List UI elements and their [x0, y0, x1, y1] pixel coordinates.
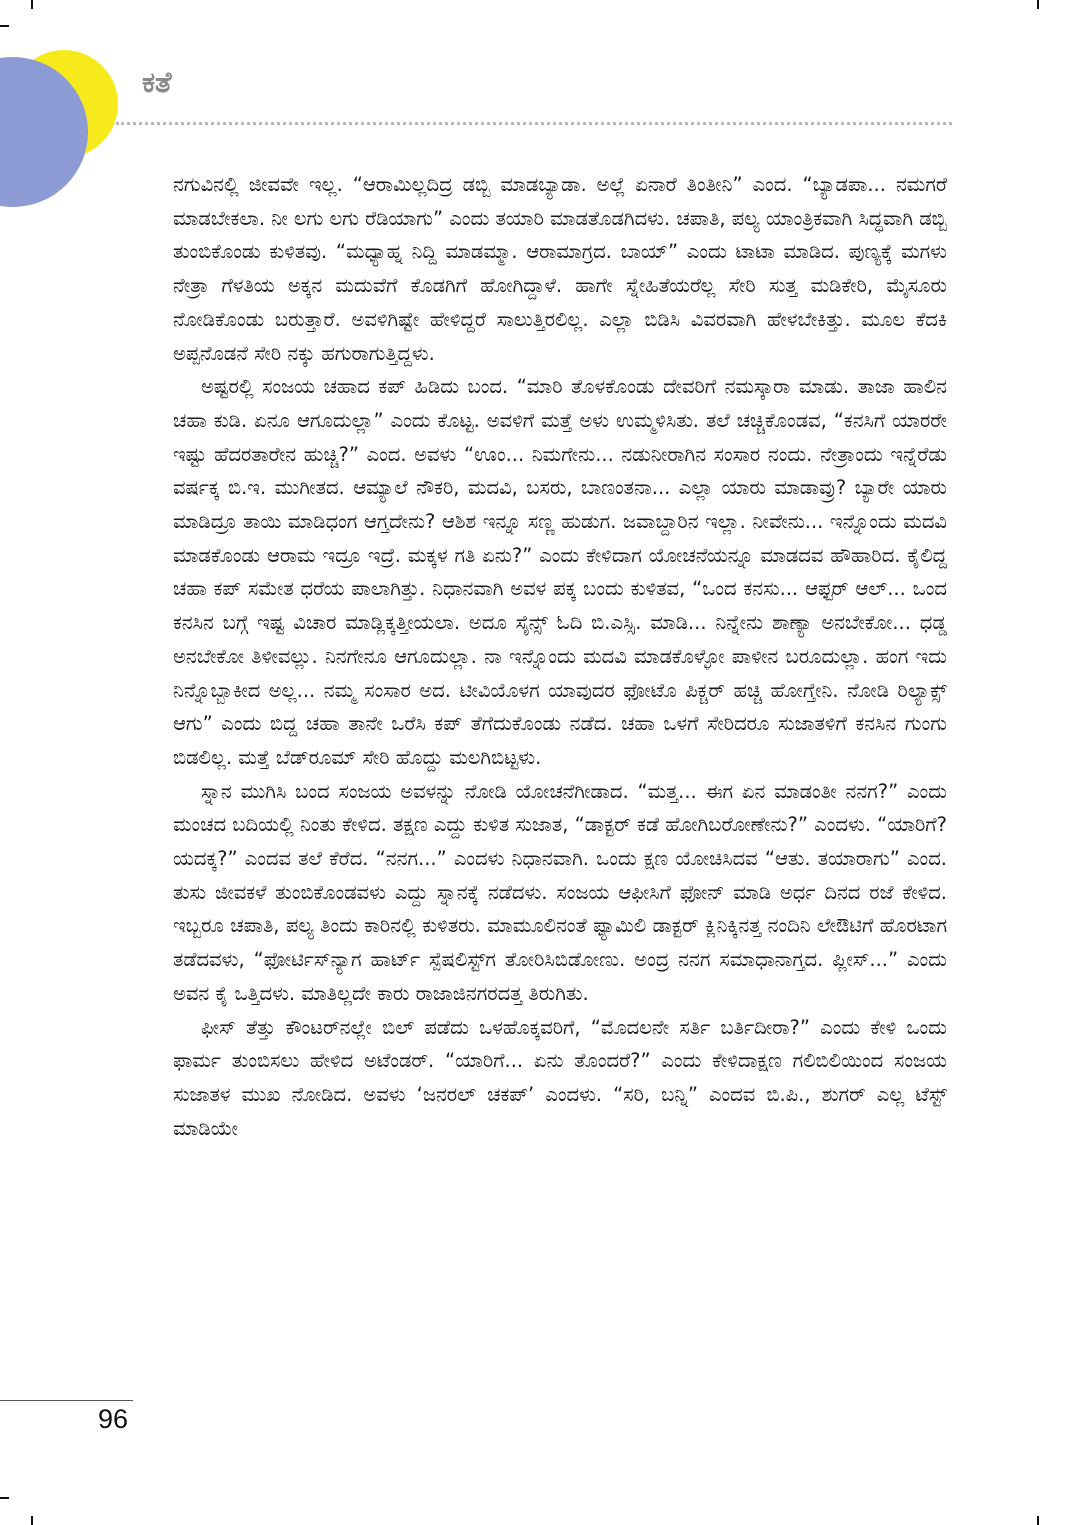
- page-number: 96: [98, 1404, 129, 1434]
- crop-mark: [1037, 1516, 1039, 1525]
- paragraph: ಅಷ್ಟರಲ್ಲಿ ಸಂಜಯ ಚಹಾದ ಕಪ್ ಹಿಡಿದು ಬಂದ. “ಮಾರಿ ತೊಳಕೊಂಡು ದೇವರಿಗೆ ನಮಸ್ಕಾರಾ ಮಾಡು. ತಾಜಾ ಹಾಲಿನ ಚಹಾ ಕುಡಿ. ಏನೂ ಆಗೂದುಲ್ಲಾ” ಎಂದು ಕೊಟ್ಟ. ಅವಳಿಗೆ ಮತ್ತೆ ಅಳು ಉಮ್ಮಳಿಸಿತು. ತಲೆ ಚಚ್ಚಿಕೊಂಡವ, “ಕನಸಿಗೆ ಯಾರರೇ ಇಷ್ಟು ಹೆದರತಾರೇನ ಹುಚ್ಚಿ?” ಎಂದ. ಅವಳು “ಊಂ... ನಿಮಗೇನು... ನಡುನೀರಾಗಿನ ಸಂಸಾರ ನಂದು. ನೇತ್ರಾಂದು ಇನ್ನೆರೆಡು ವರ್ಷಕ್ಕ ಬಿ.ಇ. ಮುಗೀತದ. ಆಮ್ಯಾಲೆ ನೌಕರಿ, ಮದವಿ, ಬಸರು, ಬಾಣಂತನಾ... ಎಲ್ಲಾ ಯಾರು ಮಾಡಾವ್ರು? ಬ್ಯಾರೇ ಯಾರು ಮಾಡಿದ್ರೂ ತಾಯಿ ಮಾಡಿಧಂಗ ಆಗ್ತದೇನು? ಆಶಿಶ ಇನ್ನೂ ಸಣ್ಣ ಹುಡುಗ. ಜವಾಬ್ದಾರಿನ ಇಲ್ಲಾ. ನೀವೇನು... ಇನ್ನೊಂದು ಮದವಿ ಮಾಡಕೊಂಡು ಆರಾಮ ಇದ್ರೂ ಇದ್ರೆ. ಮಕ್ಕಳ ಗತಿ ಏನು?” ಎಂದು ಕೇಳಿದಾಗ ಯೋಚನೆಯನ್ನೂ ಮಾಡದವ ಹೌಹಾರಿದ. ಕೈಲಿದ್ದ ಚಹಾ ಕಪ್ ಸಮೇತ ಧರೆಯ ಪಾಲಾಗಿತ್ತು. ನಿಧಾನವಾಗಿ ಅವಳ ಪಕ್ಕ ಬಂದು ಕುಳಿತವ, “ಒಂದ ಕನಸು... ಆಫ್ಟರ್ ಆಲ್... ಒಂದ ಕನಸಿನ ಬಗ್ಗೆ ಇಷ್ಟ ವಿಚಾರ ಮಾಡ್ಲಿಕ್ಕತ್ತೀಯಲಾ. ಅದೂ ಸೈನ್ಸ್ ಓದಿ ಬಿ.ಎಸ್ಸಿ. ಮಾಡಿ... ನಿನ್ನೇನು ಶಾಣ್ಯಾ ಅನಬೇಕೋ... ಧಡ್ಡ ಅನಬೇಕೋ ತಿಳೀವಲ್ಲು. ನಿನಗೇನೂ ಆಗೂದುಲ್ಲಾ. ನಾ ಇನ್ನೊಂದು ಮದವಿ ಮಾಡಕೊಳ್ಳೋ ಪಾಳೀನ ಬರೂದುಲ್ಲಾ. ಹಂಗ ಇದು ನಿನ್ನೊಬ್ಬಾಕೀದ ಅಲ್ಲ... ನಮ್ಮ ಸಂಸಾರ ಅದ. ಟೀವಿಯೊಳಗ ಯಾವುದರ ಫೋಟೊ ಪಿಕ್ಚರ್ ಹಚ್ಚಿ ಹೋಗ್ತೇನಿ. ನೋಡಿ ರಿಲ್ಯಾಕ್ಸ್ ಆಗು” ಎಂದು ಬಿದ್ದ ಚಹಾ ತಾನೇ ಒರೆಸಿ ಕಪ್ ತೆಗೆದುಕೊಂಡು ನಡೆದ. ಚಹಾ ಒಳಗೆ ಸೇರಿದರೂ ಸುಜಾತಳಿಗೆ ಕನಸಿನ ಗುಂಗು ಬಿಡಲಿಲ್ಲ. ಮತ್ತೆ ಬೆಡ್‌ರೂಮ್ ಸೇರಿ ಹೊದ್ದು ಮಲಗಿಬಿಟ್ಟಳು.: [173, 375, 947, 769]
- paragraph: ನಗುವಿನಲ್ಲಿ ಜೀವವೇ ಇಲ್ಲ. “ಆರಾಮಿಲ್ಲದಿದ್ರ ಡಬ್ಬಿ ಮಾಡಬ್ಯಾಡಾ. ಅಲ್ಲೆ ಏನಾರೆ ತಿಂತೀನಿ” ಎಂದ. “ಬ್ಯಾಡಪಾ... ನಮಗರೆ ಮಾಡಬೇಕಲಾ. ನೀ ಲಗು ಲಗು ರೆಡಿಯಾಗು” ಎಂದು ತಯಾರಿ ಮಾಡತೊಡಗಿದಳು. ಚಪಾತಿ, ಪಲ್ಯ ಯಾಂತ್ರಿಕವಾಗಿ ಸಿದ್ಧವಾಗಿ ಡಬ್ಬಿ ತುಂಬಿಕೊಂಡು ಕುಳಿತವು. “ಮಧ್ಯಾಹ್ನ ನಿದ್ದಿ ಮಾಡಮ್ಮಾ. ಆರಾಮಾಗ್ರದ. ಬಾಯ್” ಎಂದು ಟಾಟಾ ಮಾಡಿದ. ಪುಣ್ಯಕ್ಕೆ ಮಗಳು ನೇತ್ರಾ ಗೆಳತಿಯ ಅಕ್ಕನ ಮದುವೆಗೆ ಕೊಡಗಿಗೆ ಹೋಗಿದ್ದಾಳೆ. ಹಾಗೇ ಸ್ನೇಹಿತೆಯರೆಲ್ಲ ಸೇರಿ ಸುತ್ತ ಮಡಿಕೇರಿ, ಮೈಸೂರು ನೋಡಿಕೊಂಡು ಬರುತ್ತಾರೆ. ಅವಳಿಗಿಷ್ಟೇ ಹೇಳಿದ್ದರೆ ಸಾಲುತ್ತಿರಲಿಲ್ಲ. ಎಲ್ಲಾ ಬಿಡಿಸಿ ವಿವರವಾಗಿ ಹೇಳಬೇಕಿತ್ತು. ಮೂಲ ಕೆದಕಿ ಅಪ್ಪನೊಡನೆ ಸೇರಿ ನಕ್ಕು ಹಗುರಾಗುತ್ತಿದ್ದಳು.: [173, 173, 947, 365]
- footer-rule: [0, 1400, 133, 1401]
- header-dotted-rule: [116, 122, 952, 125]
- crop-mark: [0, 25, 9, 27]
- crop-mark: [31, 1516, 33, 1525]
- story-body: [173, 168, 947, 1145]
- section-label: ಕತೆ: [142, 65, 172, 99]
- crop-mark: [0, 1497, 9, 1499]
- crop-mark: [31, 0, 33, 9]
- crop-mark: [1037, 0, 1039, 9]
- paragraph: ಸ್ನಾನ ಮುಗಿಸಿ ಬಂದ ಸಂಜಯ ಅವಳನ್ನು ನೋಡಿ ಯೋಚನೆಗೀಡಾದ. “ಮತ್ತ... ಈಗ ಏನ ಮಾಡಂತೀ ನನಗ?” ಎಂದು ಮಂಚದ ಬದಿಯಲ್ಲಿ ನಿಂತು ಕೇಳಿದ. ತಕ್ಷಣ ಎದ್ದು ಕುಳಿತ ಸುಜಾತ, “ಡಾಕ್ಟರ್ ಕಡೆ ಹೋಗಿಬರೋಣೇನು?” ಎಂದಳು. “ಯಾರಿಗೆ? ಯದಕ್ಕ?” ಎಂದವ ತಲೆ ಕೆರೆದ. “ನನಗ...” ಎಂದಳು ನಿಧಾನವಾಗಿ. ಒಂದು ಕ್ಷಣ ಯೋಚಿಸಿದವ “ಆತು. ತಯಾರಾಗು” ಎಂದ. ತುಸು ಜೀವಕಳೆ ತುಂಬಿಕೊಂಡವಳು ಎದ್ದು ಸ್ನಾನಕ್ಕೆ ನಡೆದಳು. ಸಂಜಯ ಆಫೀಸಿಗೆ ಫೋನ್ ಮಾಡಿ ಅರ್ಧ ದಿನದ ರಜೆ ಕೇಳಿದ. ಇಬ್ಬರೂ ಚಪಾತಿ, ಪಲ್ಯ ತಿಂದು ಕಾರಿನಲ್ಲಿ ಕುಳಿತರು. ಮಾಮೂಲಿನಂತೆ ಫ್ಯಾಮಿಲಿ ಡಾಕ್ಟರ್ ಕ್ಲಿನಿಕ್ಕಿನತ್ತ ನಂದಿನಿ ಲೇಔಟಿಗೆ ಹೊರಟಾಗ ತಡೆದವಳು, “ಫೋರ್ಟಿಸ್‌ನ್ಯಾಗ ಹಾರ್ಟ್ ಸ್ಪೆಷಲಿಸ್ಟ್‌ಗ ತೋರಿಸಿಬಿಡೋಣು. ಅಂದ್ರ ನನಗ ಸಮಾಧಾನಾಗ್ತದ. ಪ್ಲೀಸ್...” ಎಂದು ಅವನ ಕೈ ಒತ್ತಿದಳು. ಮಾತಿಲ್ಲದೇ ಕಾರು ರಾಜಾಜಿನಗರದತ್ತ ತಿರುಗಿತು.: [173, 779, 947, 1005]
- paragraph: ಫೀಸ್ ತೆತ್ತು ಕೌಂಟರ್‌ನಲ್ಲೇ ಬಿಲ್ ಪಡೆದು ಒಳಹೊಕ್ಕವರಿಗೆ, “ಮೊದಲನೇ ಸರ್ತಿ ಬರ್ತಿದೀರಾ?” ಎಂದು ಕೇಳಿ ಒಂದು ಫಾರ್ಮ ತುಂಬಿಸಲು ಹೇಳಿದ ಅಟೆಂಡರ್. “ಯಾರಿಗೆ... ಏನು ತೊಂದರೆ?” ಎಂದು ಕೇಳಿದಾಕ್ಷಣ ಗಲಿಬಿಲಿಯಿಂದ ಸಂಜಯ ಸುಜಾತಳ ಮುಖ ನೋಡಿದ. ಅವಳು ‘ಜನರಲ್ ಚಕಪ್’ ಎಂದಳು. “ಸರಿ, ಬನ್ನಿ” ಎಂದವ ಬಿ.ಪಿ., ಶುಗರ್ ಎಲ್ಲ ಟೆಸ್ಟ್ ಮಾಡಿಯೇ: [173, 1015, 947, 1140]
